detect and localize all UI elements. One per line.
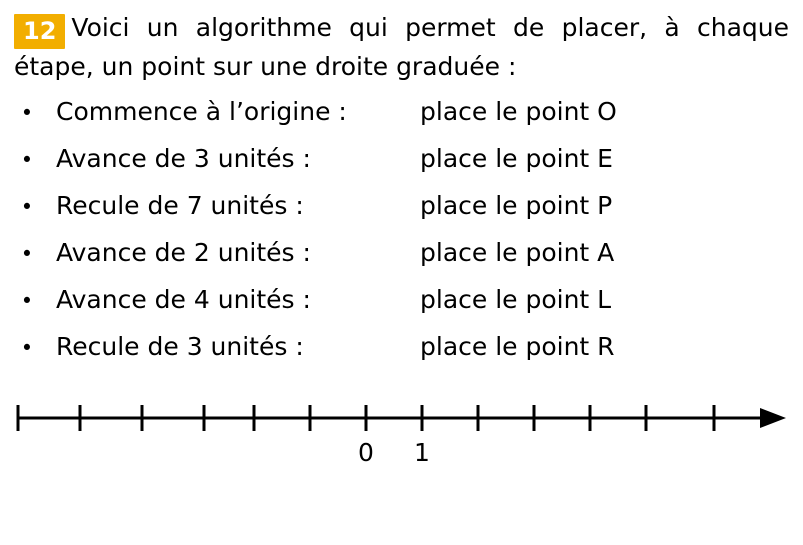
list-item: [14, 284, 789, 314]
bullet-icon: •: [20, 241, 34, 266]
step-result: place le point O: [420, 96, 617, 126]
step-action: Recule de 3 unités :: [56, 331, 304, 361]
step-result: place le point L: [420, 284, 612, 314]
number-line: [0, 398, 803, 518]
number-line-label-1: 1: [414, 438, 430, 467]
step-action: Commence à l’origine :: [56, 96, 347, 126]
step-result: place le point R: [420, 331, 615, 361]
list-item: [14, 237, 789, 267]
bullet-icon: •: [20, 335, 34, 360]
bullet-icon: •: [20, 288, 34, 313]
exercise-intro: [14, 10, 789, 85]
step-action: Avance de 2 unités :: [56, 237, 311, 267]
list-item: [14, 96, 789, 126]
step-result: place le point E: [420, 143, 613, 173]
exercise-number-badge: 12: [14, 14, 65, 49]
algorithm-steps-list: [14, 96, 789, 361]
step-action: Avance de 3 unités :: [56, 143, 311, 173]
step-action: Avance de 4 unités :: [56, 284, 311, 314]
number-line-labels: [0, 440, 803, 480]
bullet-icon: •: [20, 194, 34, 219]
step-result: place le point P: [420, 190, 613, 220]
list-item: [14, 190, 789, 220]
bullet-icon: •: [20, 100, 34, 125]
exercise-intro-text: Voici un algorithme qui permet de placer, à chaque étape, un point sur une droite graduée :: [14, 13, 789, 81]
step-result: place le point A: [420, 237, 615, 267]
list-item: [14, 143, 789, 173]
bullet-icon: •: [20, 147, 34, 172]
number-line-label-0: 0: [358, 438, 374, 467]
step-action: Recule de 7 unités :: [56, 190, 304, 220]
list-item: [14, 331, 789, 361]
